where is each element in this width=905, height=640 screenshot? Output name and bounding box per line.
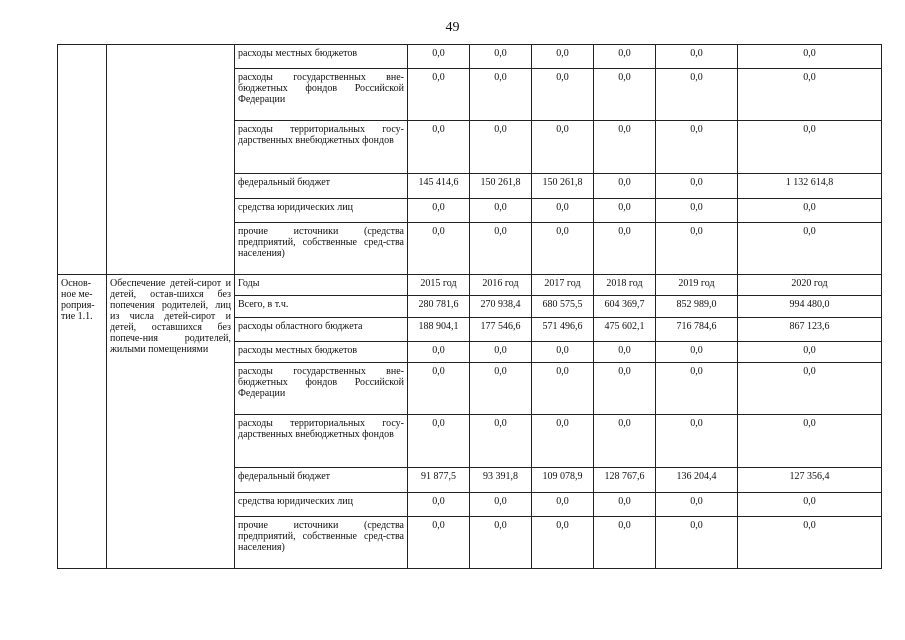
value-cell: 716 784,6 — [656, 318, 738, 342]
value-cell: 91 877,5 — [408, 468, 470, 493]
value-cell: 0,0 — [532, 363, 594, 415]
value-cell: 145 414,6 — [408, 174, 470, 199]
value-cell: 0,0 — [408, 223, 470, 275]
value-cell: 128 767,6 — [594, 468, 656, 493]
value-cell: 0,0 — [594, 45, 656, 69]
value-cell: 0,0 — [470, 223, 532, 275]
row-label: прочие источники (средства предприятий, собственные сред-ства населения) — [235, 517, 408, 569]
budget-table — [57, 44, 882, 569]
year-header: 2018 год — [594, 275, 656, 296]
value-cell: 0,0 — [532, 199, 594, 223]
value-cell: 0,0 — [470, 199, 532, 223]
value-cell: 188 904,1 — [408, 318, 470, 342]
value-cell: 127 356,4 — [738, 468, 882, 493]
row-label: прочие источники (средства предприятий, собственные сред-ства населения) — [235, 223, 408, 275]
value-cell: 0,0 — [594, 493, 656, 517]
value-cell: 0,0 — [408, 493, 470, 517]
value-cell: 0,0 — [594, 174, 656, 199]
value-cell: 0,0 — [738, 223, 882, 275]
value-cell: 0,0 — [470, 493, 532, 517]
value-cell: 0,0 — [594, 121, 656, 174]
row-label: расходы государственных вне-бюджетных фондов Российской Федерации — [235, 69, 408, 121]
value-cell: 0,0 — [738, 199, 882, 223]
value-cell: 0,0 — [594, 223, 656, 275]
value-cell: 0,0 — [408, 415, 470, 468]
year-header: 2017 год — [532, 275, 594, 296]
value-cell: 0,0 — [470, 45, 532, 69]
value-cell: 0,0 — [738, 69, 882, 121]
row-label: федеральный бюджет — [235, 174, 408, 199]
value-cell: 0,0 — [408, 121, 470, 174]
value-cell: 0,0 — [532, 342, 594, 363]
value-cell: 150 261,8 — [470, 174, 532, 199]
value-cell: 150 261,8 — [532, 174, 594, 199]
value-cell: 852 989,0 — [656, 296, 738, 318]
value-cell: 0,0 — [738, 121, 882, 174]
activity-code: Основ-ное ме-роприя-тие 1.1. — [58, 275, 107, 569]
value-cell: 280 781,6 — [408, 296, 470, 318]
value-cell: 0,0 — [738, 415, 882, 468]
years-header-row — [58, 275, 882, 296]
value-cell: 0,0 — [408, 342, 470, 363]
value-cell: 0,0 — [594, 415, 656, 468]
value-cell: 93 391,8 — [470, 468, 532, 493]
value-cell: 0,0 — [470, 342, 532, 363]
value-cell: 0,0 — [408, 363, 470, 415]
page-number: 49 — [445, 20, 460, 35]
row-label: федеральный бюджет — [235, 468, 408, 493]
value-cell: 0,0 — [594, 199, 656, 223]
row-label: расходы государственных вне-бюджетных фондов Российской Федерации — [235, 363, 408, 415]
value-cell: 1 132 614,8 — [738, 174, 882, 199]
value-cell: 0,0 — [656, 45, 738, 69]
value-cell: 0,0 — [408, 45, 470, 69]
value-cell: 0,0 — [594, 342, 656, 363]
value-cell: 0,0 — [532, 517, 594, 569]
value-cell: 136 204,4 — [656, 468, 738, 493]
value-cell: 0,0 — [738, 363, 882, 415]
value-cell: 0,0 — [532, 415, 594, 468]
value-cell: 0,0 — [656, 174, 738, 199]
value-cell: 0,0 — [470, 517, 532, 569]
row-label: расходы областного бюджета — [235, 318, 408, 342]
row-label: Всего, в т.ч. — [235, 296, 408, 318]
empty-name-cell — [107, 45, 235, 275]
value-cell: 0,0 — [532, 69, 594, 121]
row-label: расходы территориальных госу-дарственных внебюджетных фондов — [235, 415, 408, 468]
value-cell: 0,0 — [656, 493, 738, 517]
row-label: средства юридических лиц — [235, 199, 408, 223]
value-cell: 0,0 — [656, 199, 738, 223]
value-cell: 177 546,6 — [470, 318, 532, 342]
value-cell: 0,0 — [470, 415, 532, 468]
year-header: 2019 год — [656, 275, 738, 296]
value-cell: 0,0 — [738, 45, 882, 69]
value-cell: 0,0 — [532, 493, 594, 517]
value-cell: 0,0 — [738, 342, 882, 363]
row-label: расходы территориальных госу-дарственных внебюджетных фондов — [235, 121, 408, 174]
year-header: 2016 год — [470, 275, 532, 296]
year-header: 2020 год — [738, 275, 882, 296]
value-cell: 571 496,6 — [532, 318, 594, 342]
empty-code-cell — [58, 45, 107, 275]
activity-name: Обеспечение детей-сирот и детей, остав-шихся без попечения родителей, лиц из числа детей-сирот и детей, оставшихся без попече-ния родителей, жилыми помещениями — [107, 275, 235, 569]
value-cell: 0,0 — [594, 69, 656, 121]
value-cell: 0,0 — [532, 121, 594, 174]
value-cell: 0,0 — [408, 517, 470, 569]
value-cell: 0,0 — [656, 121, 738, 174]
value-cell: 0,0 — [656, 342, 738, 363]
value-cell: 0,0 — [656, 223, 738, 275]
value-cell: 475 602,1 — [594, 318, 656, 342]
value-cell: 0,0 — [408, 69, 470, 121]
value-cell: 0,0 — [738, 517, 882, 569]
value-cell: 0,0 — [594, 363, 656, 415]
row-label: расходы местных бюджетов — [235, 45, 408, 69]
value-cell: 0,0 — [738, 493, 882, 517]
value-cell: 0,0 — [594, 517, 656, 569]
years-label: Годы — [235, 275, 408, 296]
value-cell: 0,0 — [656, 363, 738, 415]
value-cell: 0,0 — [470, 363, 532, 415]
value-cell: 0,0 — [532, 45, 594, 69]
value-cell: 270 938,4 — [470, 296, 532, 318]
value-cell: 680 575,5 — [532, 296, 594, 318]
value-cell: 0,0 — [656, 69, 738, 121]
value-cell: 0,0 — [408, 199, 470, 223]
row-label: средства юридических лиц — [235, 493, 408, 517]
value-cell: 867 123,6 — [738, 318, 882, 342]
value-cell: 604 369,7 — [594, 296, 656, 318]
year-header: 2015 год — [408, 275, 470, 296]
value-cell: 994 480,0 — [738, 296, 882, 318]
table-row — [58, 45, 882, 69]
value-cell: 0,0 — [656, 517, 738, 569]
value-cell: 0,0 — [470, 69, 532, 121]
value-cell: 0,0 — [656, 415, 738, 468]
row-label: расходы местных бюджетов — [235, 342, 408, 363]
value-cell: 0,0 — [470, 121, 532, 174]
value-cell: 109 078,9 — [532, 468, 594, 493]
value-cell: 0,0 — [532, 223, 594, 275]
